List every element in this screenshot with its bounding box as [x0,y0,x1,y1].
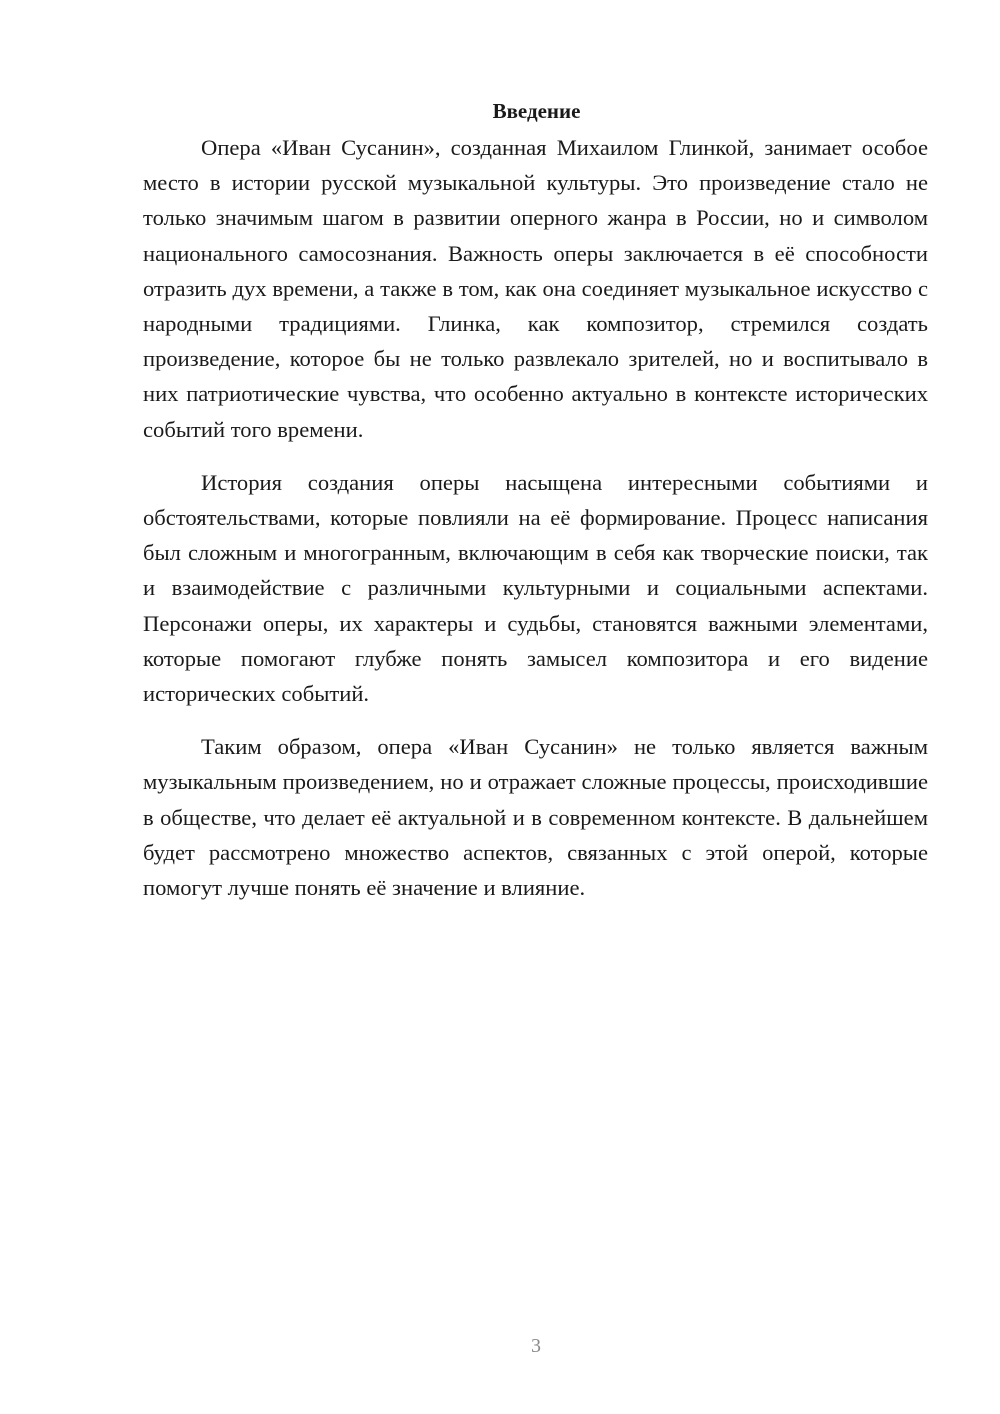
section-heading: Введение [492,99,581,123]
page-number: 3 [531,1335,541,1357]
paragraph-3: Таким образом, опера «Иван Сусанин» не только является важным музыкальным произведением, но и отражает сложные процессы, происходившие в обществе, что делает её актуальной и в современном контексте. В дальнейшем будет рассмотрено множество аспектов, связанных с этой оперой, которые помогут лучше понять её значение и влияние. [143,734,928,901]
page-content [143,96,928,923]
paragraph-2: История создания оперы насыщена интересными событиями и обстоятельствами, которые повлияли на её формирование. Процесс написания был сложным и многогранным, включающим в себя как творческие поиски, так и взаимодействие с различными культурными и социальными аспектами. Персонажи оперы, их характеры и судьбы, становятся важными элементами, которые помогают глубже понять замысел композитора и его видение исторических событий. [143,469,928,707]
paragraph-1: Опера «Иван Сусанин», созданная Михаилом Глинкой, занимает особое место в истории русской музыкальной культуры. Это произведение стало не только значимым шагом в развитии оперного жанра в России, но и символом национального самосознания. Важность оперы заключается в её способности отразить дух времени, а также в том, как она соединяет музыкальное искусство с народными традициями. Глинка, как композитор, стремился создать произведение, которое бы не только развлекало зрителей, но и воспитывало в них патриотические чувства, что особенно актуально в контексте исторических событий того времени. [143,135,928,442]
